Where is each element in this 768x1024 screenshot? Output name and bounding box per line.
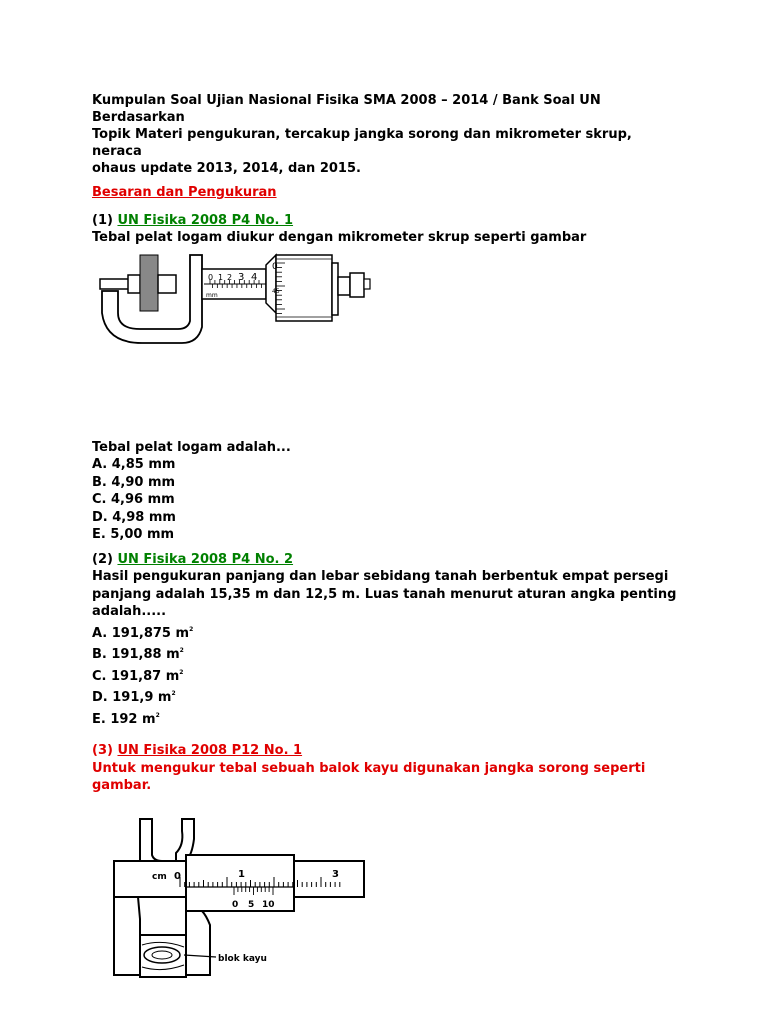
intro-line-2: Topik Materi pengukuran, tercakup jangka sorong dan mikrometer skrup, neraca <box>92 127 632 159</box>
q2-option-c: C. 191,87 $m^2$ <box>92 668 184 684</box>
q1-option-a: A. 4,85 mm <box>92 457 176 472</box>
q3-number: (3) <box>92 743 118 758</box>
q2-option-a: A. 191,875 $m^2$ <box>92 625 194 641</box>
thimble-top-number: 0 <box>272 261 278 272</box>
intro-line-1: Kumpulan Soal Ujian Nasional Fisika SMA 2008 – 2014 / Bank Soal UN Berdasarkan <box>92 93 601 125</box>
q2-stem-line-2: panjang adalah 15,35 m dan 12,5 m. Luas tanah menurut aturan angka penting <box>92 586 677 602</box>
q2-stem-line-3: adalah..... <box>92 604 167 619</box>
q1-option-b: B. 4,90 mm <box>92 474 176 490</box>
q1-source-link[interactable]: UN Fisika 2008 P4 No. 1 <box>117 212 294 228</box>
q3-heading <box>92 742 682 760</box>
q2-number: (2) <box>92 551 118 567</box>
section-title: Besaran dan Pengukuran <box>92 185 277 200</box>
q2-source-link[interactable]: UN Fisika 2008 P4 No. 2 <box>117 551 294 567</box>
q2-option-d: D. 191,9 $m^2$ <box>92 690 176 705</box>
q1-option-e: E. 5,00 mm <box>92 527 175 542</box>
intro-line-3: ohaus update 2013, 2014, dan 2015. <box>92 161 361 176</box>
q2-option-e: E. 192 $m^2$ <box>92 711 160 727</box>
block-label: blok kayu <box>218 953 267 964</box>
q1-option-d: D. 4,98 mm <box>92 509 176 525</box>
scale-4: 4 <box>251 271 258 283</box>
figure-spacer <box>92 351 682 439</box>
q1-number: (1) <box>92 212 118 228</box>
scale-0: 0 <box>208 272 214 282</box>
caliper-figure <box>106 815 376 985</box>
main-0: 0 <box>174 870 181 882</box>
main-1: 1 <box>238 868 245 880</box>
q2-option-b: B. 191,88 $m^2$ <box>92 647 184 662</box>
vernier-5: 5 <box>248 899 255 910</box>
unit-mm: mm <box>206 291 218 299</box>
micrometer-figure <box>92 251 382 351</box>
cm-unit: cm <box>152 871 167 882</box>
main-3: 3 <box>332 868 339 880</box>
q2-heading <box>92 551 682 569</box>
q2-stem-line-1: Hasil pengukuran panjang dan lebar sebidang tanah berbentuk empat persegi <box>92 569 669 584</box>
q1-question: Tebal pelat logam adalah... <box>92 439 291 455</box>
scale-1: 1 <box>218 272 224 282</box>
document-page <box>92 92 682 985</box>
scale-3: 3 <box>238 271 245 283</box>
q1-heading <box>92 212 682 230</box>
vernier-0: 0 <box>232 899 239 910</box>
scale-2: 2 <box>227 272 233 282</box>
q3-stem: Untuk mengukur tebal sebuah balok kayu digunakan jangka sorong seperti gambar. <box>92 760 646 793</box>
vernier-10: 10 <box>262 899 275 910</box>
q1-stem: Tebal pelat logam diukur dengan mikrometer skrup seperti gambar <box>92 230 587 245</box>
intro-paragraph <box>92 92 682 177</box>
q3-source-link[interactable]: UN Fisika 2008 P12 No. 1 <box>117 743 303 758</box>
q1-option-c: C. 4,96 mm <box>92 492 175 507</box>
thimble-bottom-number: 45 <box>272 287 280 295</box>
